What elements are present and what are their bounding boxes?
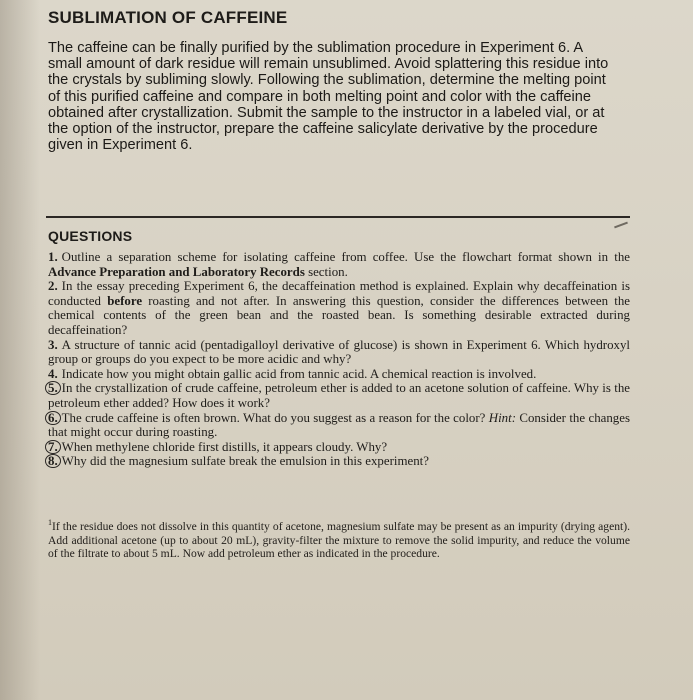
paragraph-line: of this purified caffeine and compare in both melting point and color with the caffeine <box>48 88 592 105</box>
question-text: Why did the magnesium sulfate break the emulsion in this experiment? <box>61 454 429 469</box>
paragraph-line: the crystals by subliming slowly. Following the sublimation, determine the melting point <box>48 72 606 89</box>
questions-heading: QUESTIONS <box>48 228 133 244</box>
question-item <box>48 338 630 367</box>
question-item <box>48 250 630 279</box>
question-number: 4. <box>48 366 58 381</box>
question-text: Indicate how you might obtain gallic acid from tannic acid. A chemical reaction is involved. <box>61 366 537 381</box>
paragraph-line: the option of the instructor, prepare the caffeine salicylate derivative by the procedure <box>48 121 598 138</box>
question-text: Consider the changes that might occur during roasting. <box>48 410 630 440</box>
question-number: 7. <box>45 440 61 454</box>
question-text: In the essay preceding Experiment 6, the decaffeination method is explained. Explain why decaffeination is conducted <box>48 279 630 308</box>
question-text: A structure of tannic acid (pentadigalloyl derivative of glucose) is shown in Experiment 6. Which hydroxyl group or groups do you expect to be more acidic and why? <box>48 337 630 367</box>
question-item <box>48 454 630 469</box>
paragraph-line: given in Experiment 6. <box>48 137 193 154</box>
question-number: 3. <box>48 337 58 352</box>
section-divider <box>46 216 630 218</box>
footnote-text: If the residue does not dissolve in this quantity of acetone, magnesium sulfate may be present as an impurity (drying agent). Add additional acetone (up to about 20 mL), gravity-filter the mixture to remove the solid impurity, and reduce the volume of the filtrate to about 5 mL. Now add petroleum ether as indicated in the procedure. <box>48 520 630 561</box>
question-number: 1. <box>48 250 58 264</box>
question-text: roasting and not after. In answering this question, consider the differences between the chemical contents of the green bean and the roasted bean. Is something desirable extracted during decaffeination? <box>48 293 630 337</box>
sublimation-heading: SUBLIMATION OF CAFFEINE <box>48 8 288 27</box>
question-item <box>48 381 630 410</box>
question-text: Outline a separation scheme for isolating caffeine from coffee. Use the flowchart format shown in the <box>61 250 630 264</box>
question-bold-text: before <box>107 293 143 308</box>
question-text: When methylene chloride first distills, it appears cloudy. Why? <box>61 439 388 454</box>
question-item <box>48 279 630 337</box>
question-number: 5. <box>45 381 61 395</box>
paragraph-line: small amount of dark residue will remain unsublimed. Avoid splattering this residue into <box>48 56 609 73</box>
question-text: In the crystallization of crude caffeine, petroleum ether is added to an acetone solution of caffeine. Why is the petroleum ether added? How does it work? <box>48 381 630 410</box>
questions-list <box>48 250 630 469</box>
page-shadow <box>0 0 40 700</box>
footnote-marker: 1 <box>48 518 52 528</box>
question-text: section. <box>304 264 348 279</box>
question-number: 6. <box>45 411 61 425</box>
paragraph-line: obtained after crystallization. Submit the sample to the instructor in a labeled vial, or at <box>48 104 605 121</box>
question-number: 2. <box>48 279 58 294</box>
paragraph-line: The caffeine can be finally purified by the sublimation procedure in Experiment 6. A <box>48 40 584 56</box>
question-item <box>48 411 630 440</box>
pencil-mark <box>614 222 628 229</box>
footnote <box>48 520 630 561</box>
question-hint-label: Hint: <box>488 410 516 425</box>
question-item <box>48 367 630 382</box>
question-text: The crude caffeine is often brown. What do you suggest as a reason for the color? <box>61 410 489 425</box>
sublimation-paragraph <box>48 40 638 153</box>
question-bold-text: Advance Preparation and Laboratory Records <box>48 264 305 279</box>
question-item <box>48 440 630 455</box>
question-number: 8. <box>45 454 61 468</box>
